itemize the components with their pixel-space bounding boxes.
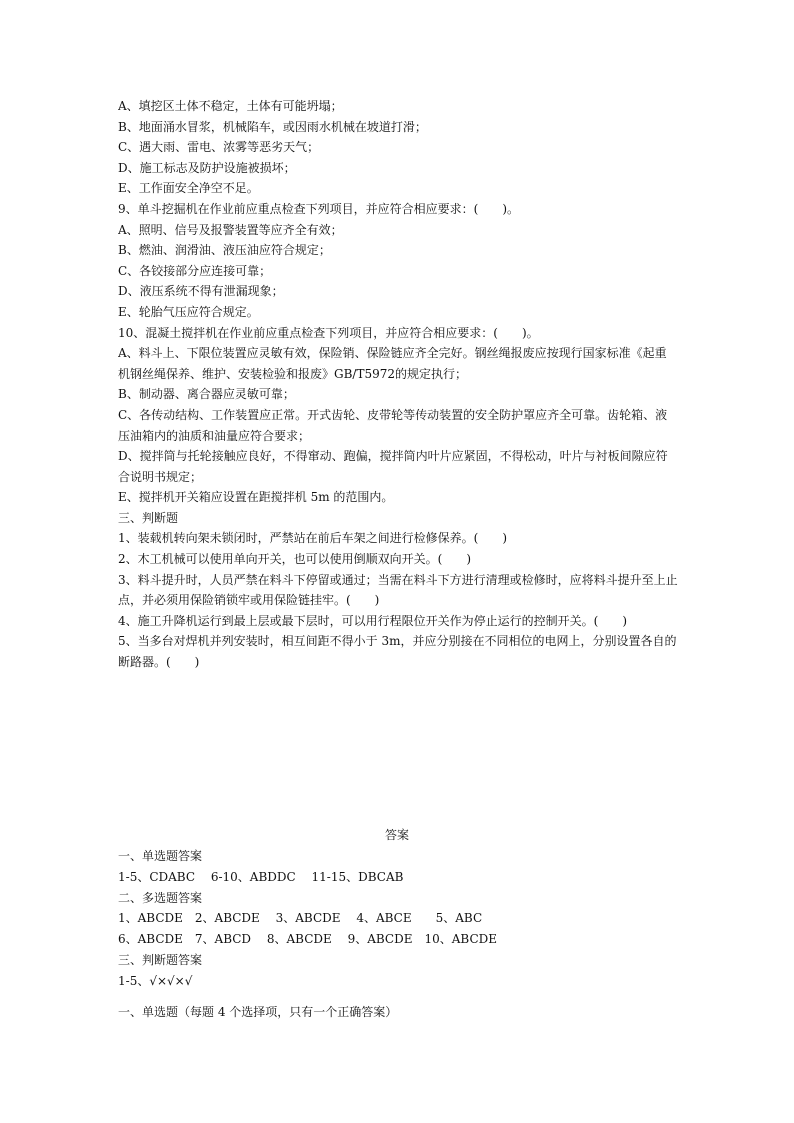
section-heading: 三、判断题: [118, 510, 179, 525]
question-10: 10、混凝土搅拌机在作业前应重点检查下列项目，并应符合相应要求：( )。: [118, 325, 539, 340]
text-line: B、燃油、润滑油、液压油应符合规定；: [118, 243, 331, 258]
answer-line: 1-5、CDABC 6-10、ABDDC 11-15、DBCAB: [118, 869, 404, 884]
text-line: B、制动器、离合器应灵敏可靠；: [118, 387, 295, 402]
text-line: A、料斗上、下限位装置应灵敏有效，保险销、保险链应齐全完好。钢丝绳报废应按现行国家标准《起重: [118, 346, 667, 361]
text-line: D、施工标志及防护设施被损坏；: [118, 160, 296, 175]
text-line: 压油箱内的油质和油量应符合要求；: [118, 428, 311, 443]
answer-line: 1-5、√×√×√: [118, 973, 193, 988]
text-line: C、各铰接部分应连接可靠；: [118, 263, 272, 278]
text-line: E、轮胎气压应符合规定。: [118, 304, 259, 319]
text-line: D、液压系统不得有泄漏现象；: [118, 284, 284, 299]
next-section-heading: 一、单选题（每题 4 个选择项，只有一个正确答案）: [118, 1005, 398, 1019]
text-line: C、各传动结构、工作装置应正常。开式齿轮、皮带轮等传动装置的安全防护罩应齐全可靠。齿轮箱、液: [118, 407, 668, 422]
judgment-item: 5、当多台对焊机并列安装时，相互间距不得小于 3m，并应分别接在不同相位的电网上，分别设置各自的: [118, 634, 677, 649]
text-line: 断路器。( ): [118, 655, 200, 670]
text-line: D、搅拌筒与托轮接触应良好，不得窜动、跑偏，搅拌筒内叶片应紧固，不得松动，叶片与衬板间隙应符: [118, 449, 668, 464]
text-line: B、地面涌水冒浆，机械陷车，或因雨水机械在坡道打滑；: [118, 119, 427, 134]
text-line: A、照明、信号及报警装置等应齐全有效；: [118, 222, 343, 237]
answer-heading: 一、单选题答案: [118, 849, 203, 863]
question-9: 9、单斗挖掘机在作业前应重点检查下列项目，并应符合相应要求：( )。: [118, 201, 520, 216]
answers-block: [118, 846, 678, 992]
answer-heading: 二、多选题答案: [118, 890, 203, 905]
text-line: 点，并必须用保险销锁牢或用保险链挂牢。( ): [118, 593, 380, 608]
answer-line: 1、ABCDE 2、ABCDE 3、ABCDE 4、ABCE 5、ABC: [118, 911, 483, 926]
judgment-item: 3、料斗提升时，人员严禁在料斗下停留或通过；当需在料斗下方进行清理或检修时，应将料斗提升至上止: [118, 572, 678, 587]
judgment-item: 4、施工升降机运行到最上层或最下层时，可以用行程限位开关作为停止运行的控制开关。( ): [118, 613, 628, 628]
text-line: E、搅拌机开关箱应设置在距搅拌机 5m 的范围内。: [118, 490, 394, 505]
text-line: C、遇大雨、雷电、浓雾等恶劣天气；: [118, 140, 320, 155]
answer-heading: 三、判断题答案: [118, 952, 203, 967]
answer-line: 6、ABCDE 7、ABCD 8、ABCDE 9、ABCDE 10、ABCDE: [118, 932, 498, 947]
text-line: E、工作面安全净空不足。: [118, 181, 259, 196]
answers-title: 答案: [384, 828, 409, 842]
text-line: 合说明书规定；: [118, 469, 203, 484]
questions-block: [118, 96, 678, 673]
judgment-item: 1、装载机转向架未锁闭时，严禁站在前后车架之间进行检修保养。( ): [118, 531, 508, 546]
judgment-item: 2、木工机械可以使用单向开关，也可以使用倒顺双向开关。( ): [118, 552, 472, 567]
text-line: 机钢丝绳保养、维护、安装检验和报废》GB/T5972的规定执行；: [118, 366, 467, 381]
text-line: A、填挖区土体不稳定，土体有可能坍塌；: [118, 99, 343, 113]
